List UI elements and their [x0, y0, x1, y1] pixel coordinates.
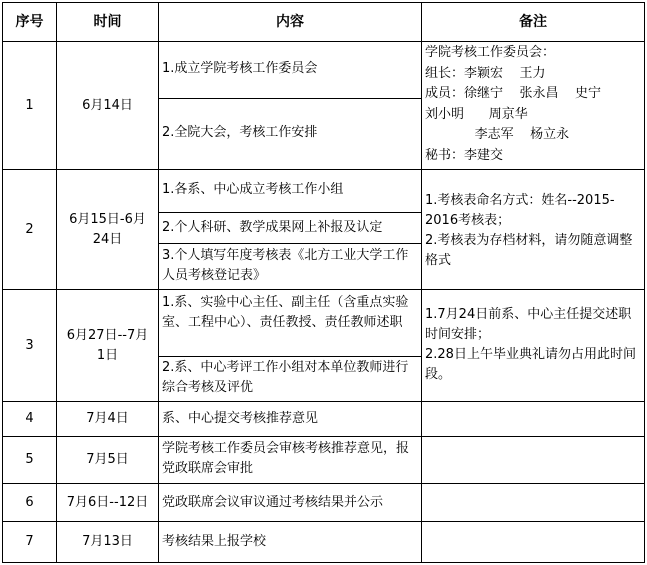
- row-2-content-3: 3.个人填写年度考核表《北方工业大学工作人员考核登记表》: [162, 248, 409, 283]
- row-5-seq: 5: [25, 452, 34, 467]
- time-line: 1日: [96, 347, 119, 363]
- row-divider: [158, 356, 421, 357]
- remark-line: 2.考核表为存档材料，请勿随意调整格式: [425, 233, 633, 268]
- remark-line: 1.7月24日前系、中心主任提交述职时间安排；: [425, 307, 632, 342]
- time-line: 6月15日-6月: [69, 211, 146, 227]
- row-4-time: 7月4日: [86, 411, 129, 426]
- header-content: 内容: [276, 14, 304, 30]
- row-2-time: [57, 170, 158, 289]
- row-4-content: 系、中心提交考核推荐意见: [162, 411, 319, 426]
- row-7-time: 7月13日: [82, 534, 133, 549]
- row-1-content-1: 1.成立学院考核工作委员会: [162, 61, 318, 76]
- row-3-seq: 3: [25, 337, 34, 353]
- remark-line: 刘小明 周京华: [425, 106, 528, 122]
- schedule-table: [2, 2, 645, 563]
- time-line: 6月27日--7月: [66, 327, 149, 343]
- row-1-content-2: 2.全院大会，考核工作安排: [162, 125, 318, 140]
- row-5-time: 7月5日: [86, 452, 129, 467]
- row-2-content-1: 1.各系、中心成立考核工作小组: [162, 182, 344, 197]
- row-divider: [158, 243, 421, 244]
- row-4-seq: 4: [25, 411, 34, 426]
- row-1-time: 6月14日: [82, 97, 133, 113]
- remark-line: 成员：徐继宁 张永昌 史宁: [425, 86, 602, 101]
- row-6-time: 7月6日--12日: [66, 494, 149, 510]
- row-3-remarks: [422, 305, 644, 395]
- row-3-content-1: 1.系、实验中心主任、副主任（含重点实验室、工程中心）、责任教授、责任教师述职: [162, 295, 409, 330]
- row-3-time: [57, 290, 158, 401]
- remark-line: 秘书：李建交: [425, 147, 504, 163]
- row-1-remarks: [422, 43, 644, 168]
- row-6-content: 党政联席会议审议通过考核结果并公示: [162, 494, 384, 510]
- header-time: 时间: [93, 14, 122, 30]
- header-remarks: 备注: [519, 14, 547, 30]
- row-2-seq: 2: [25, 221, 34, 237]
- header-seq: 序号: [15, 14, 44, 30]
- remark-line: 2.28日上午毕业典礼请勿占用此时间段。: [425, 347, 636, 382]
- row-5-content: 学院考核工作委员会审核考核推荐意见，报党政联席会审批: [162, 441, 410, 476]
- row-2-content-2: 2.个人科研、教学成果网上补报及认定: [162, 220, 383, 235]
- time-line: 24日: [92, 231, 123, 247]
- row-7-seq: 7: [25, 534, 34, 549]
- remark-line: 组长：李颖宏 王力: [425, 65, 546, 81]
- row-2-remarks: [422, 191, 644, 281]
- row-6-seq: 6: [25, 494, 34, 510]
- remark-line: 1.考核表命名方式：姓名--2015-2016考核表；: [425, 193, 615, 228]
- row-divider: [158, 98, 421, 99]
- remark-line: 学院考核工作委员会：: [425, 45, 556, 60]
- row-7-content: 考核结果上报学校: [162, 534, 267, 549]
- row-3-content-2: 2.系、中心考评工作小组对本单位教师进行综合考核及评优: [162, 360, 409, 395]
- row-1-seq: 1: [25, 97, 34, 113]
- remark-line: 李志军 杨立永: [425, 127, 570, 142]
- row-divider: [158, 212, 421, 213]
